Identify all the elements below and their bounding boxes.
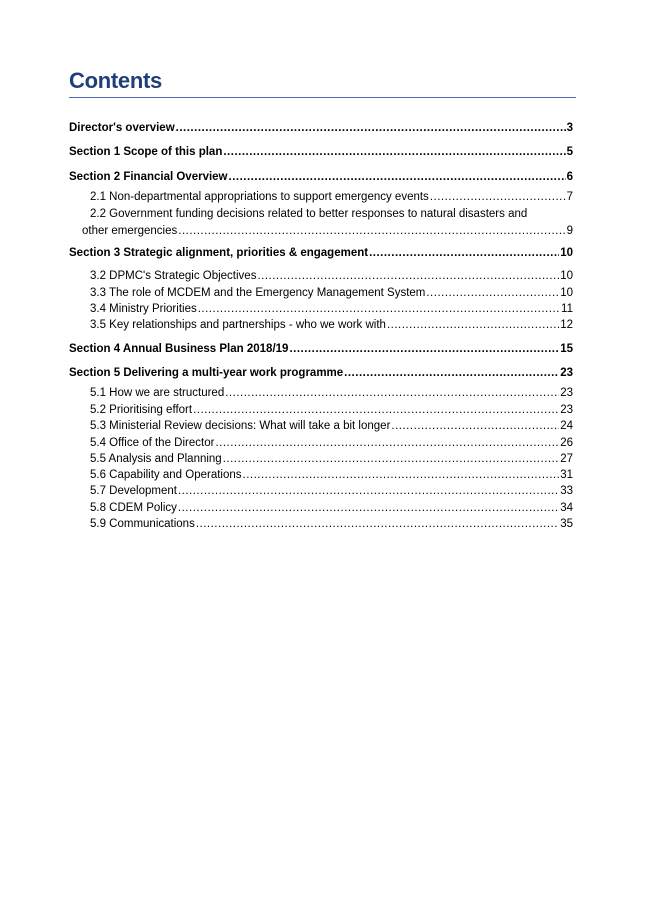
toc-subsection-entry[interactable] bbox=[90, 436, 573, 450]
toc-entry-title: 5.3 Ministerial Review decisions: What will take a bit longer bbox=[90, 420, 391, 432]
toc-leader-dots bbox=[426, 286, 559, 300]
toc-leader-dots bbox=[223, 452, 559, 466]
toc-page-number: 35 bbox=[560, 518, 573, 530]
toc-entry-title: Section 4 Annual Business Plan 2018/19 bbox=[69, 343, 289, 355]
toc-entry-title: 3.5 Key relationships and partnerships - who we work with bbox=[90, 319, 386, 331]
toc-entry-title: 5.6 Capability and Operations bbox=[90, 469, 242, 481]
toc-section-entry[interactable] bbox=[69, 246, 573, 260]
toc-page-number: 10 bbox=[560, 247, 573, 259]
toc-entry-title: 3.3 The role of MCDEM and the Emergency Management System bbox=[90, 287, 426, 299]
toc-section-entry[interactable] bbox=[69, 170, 573, 184]
toc-subsection-entry[interactable] bbox=[90, 269, 573, 283]
toc-page-number: 10 bbox=[560, 270, 573, 282]
toc-page-number: 23 bbox=[560, 404, 573, 416]
toc-entry-title: 5.1 How we are structured bbox=[90, 387, 225, 399]
toc-leader-dots bbox=[430, 190, 566, 204]
toc-entry-title: Section 3 Strategic alignment, priorities & engagement bbox=[69, 247, 369, 259]
toc-subsection-entry[interactable] bbox=[90, 386, 573, 400]
toc-page-number: 11 bbox=[561, 303, 573, 315]
toc-leader-dots bbox=[387, 318, 559, 332]
toc-leader-dots bbox=[223, 145, 565, 159]
toc-subsection-entry[interactable] bbox=[90, 403, 573, 417]
toc-entry-line[interactable]: 2.2 Government funding decisions related to better responses to natural disasters and bbox=[90, 208, 528, 220]
toc-leader-dots bbox=[193, 403, 559, 417]
toc-subsection-entry[interactable] bbox=[90, 419, 573, 433]
toc-leader-dots bbox=[178, 224, 565, 238]
toc-leader-dots bbox=[229, 170, 566, 184]
toc-entry-title: 5.4 Office of the Director bbox=[90, 437, 215, 449]
toc-leader-dots bbox=[178, 484, 559, 498]
toc-subsection-entry[interactable] bbox=[90, 468, 573, 482]
toc-page-number: 5 bbox=[566, 146, 573, 158]
toc-section-entry[interactable] bbox=[69, 145, 573, 159]
toc-entry-title: 5.5 Analysis and Planning bbox=[90, 453, 222, 465]
toc-entry-title: 2.1 Non-departmental appropriations to support emergency events bbox=[90, 191, 429, 203]
toc-subsection-entry[interactable] bbox=[90, 484, 573, 498]
toc-leader-dots bbox=[198, 302, 560, 316]
toc-leader-dots bbox=[257, 269, 559, 283]
toc-entry-title: 3.2 DPMC's Strategic Objectives bbox=[90, 270, 257, 282]
toc-page-number: 15 bbox=[560, 343, 573, 355]
toc-page-number: 10 bbox=[560, 287, 573, 299]
toc-entry-title: 5.7 Development bbox=[90, 485, 177, 497]
toc-entry-title: Section 2 Financial Overview bbox=[69, 171, 228, 183]
toc-page-number: 27 bbox=[560, 453, 573, 465]
toc-section-entry[interactable] bbox=[69, 342, 573, 356]
toc-page-number: 3 bbox=[566, 122, 573, 134]
toc-page-number: 34 bbox=[560, 502, 573, 514]
toc-entry-title: 3.4 Ministry Priorities bbox=[90, 303, 197, 315]
toc-leader-dots bbox=[178, 501, 559, 515]
toc-subsection-entry[interactable] bbox=[90, 501, 573, 515]
toc-leader-dots bbox=[391, 419, 559, 433]
toc-subsection-entry[interactable] bbox=[90, 452, 573, 466]
toc-page-number: 23 bbox=[560, 387, 573, 399]
toc-leader-dots bbox=[176, 121, 566, 135]
toc-entry-title: Section 1 Scope of this plan bbox=[69, 146, 223, 158]
toc-subsection-entry[interactable] bbox=[90, 318, 573, 332]
toc-leader-dots bbox=[225, 386, 559, 400]
toc-leader-dots bbox=[215, 436, 559, 450]
toc-entry-title: 5.2 Prioritising effort bbox=[90, 404, 193, 416]
toc-subsection-entry[interactable] bbox=[90, 190, 573, 204]
toc-page-number: 7 bbox=[566, 191, 573, 203]
toc-entry-title: 5.9 Communications bbox=[90, 518, 195, 530]
toc-page-number: 26 bbox=[560, 437, 573, 449]
toc-page-number: 24 bbox=[560, 420, 573, 432]
toc-entry[interactable] bbox=[82, 224, 573, 238]
toc-leader-dots bbox=[344, 366, 559, 380]
toc-page-number: 9 bbox=[566, 225, 573, 237]
toc-page-number: 6 bbox=[566, 171, 573, 183]
toc-entry-title: 5.8 CDEM Policy bbox=[90, 502, 177, 514]
toc-page-number: 33 bbox=[560, 485, 573, 497]
toc-entry-title: Director's overview bbox=[69, 122, 175, 134]
toc-subsection-entry[interactable] bbox=[90, 302, 573, 316]
toc-page-number: 31 bbox=[560, 469, 573, 481]
toc-leader-dots bbox=[289, 342, 559, 356]
toc-subsection-entry[interactable] bbox=[90, 286, 573, 300]
toc-section-entry[interactable] bbox=[69, 121, 573, 135]
toc-page-number: 12 bbox=[560, 319, 573, 331]
toc-entry-title: Section 5 Delivering a multi-year work programme bbox=[69, 367, 344, 379]
contents-heading: Contents bbox=[69, 68, 162, 93]
toc-page-number: 23 bbox=[560, 367, 573, 379]
toc-leader-dots bbox=[243, 468, 560, 482]
toc-leader-dots bbox=[369, 246, 559, 260]
toc-subsection-entry[interactable] bbox=[90, 517, 573, 531]
toc-section-entry[interactable] bbox=[69, 366, 573, 380]
toc-entry-title: other emergencies bbox=[82, 225, 178, 237]
toc-leader-dots bbox=[196, 517, 559, 531]
